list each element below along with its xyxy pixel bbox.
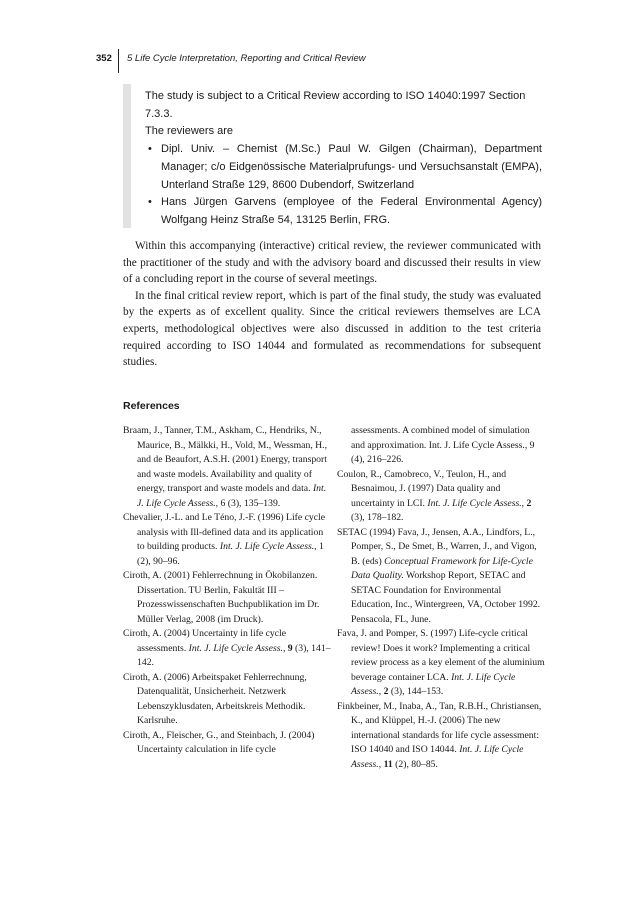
ref-authors: Coulon, R., Camobreco, V., Teulon, H., and Besnaimou, J. (1997) Data quality and uncertainty in LCI. bbox=[337, 468, 507, 509]
ref-tail: (3), 144–153. bbox=[388, 686, 444, 697]
ref-journal: Int. J. Life Cycle Assess. bbox=[427, 497, 522, 509]
ref-volume: 2 bbox=[383, 686, 389, 697]
reference-ciroth-fleischer-continued: assessments. A combined model of simulation and approximation. Int. J. Life Cycle Assess., 9 (4), 216–226. bbox=[351, 425, 535, 465]
body-paragraph: Within this accompanying (interactive) critical review, the reviewer communicated with the practitioner of the study and with the advisory board and discussed their results in view of a concluding report in the course of several meetings. bbox=[123, 240, 541, 286]
reference-fava: Fava, J. and Pomper, S. (1997) Life-cycle critical review! Does it work? Implementing a critical review process as a key element of the aluminium beverage container LCA. Int. J. Life Cycle Assess., 2 (3), 144–153. bbox=[337, 628, 545, 697]
box-body bbox=[145, 88, 542, 230]
ref-tail: (3), 178–182. bbox=[351, 512, 404, 523]
running-header bbox=[96, 49, 526, 73]
ref-authors: Ciroth, A. (2004) Uncertainty in life cycle assessments. bbox=[123, 628, 287, 654]
references-right-column bbox=[337, 424, 545, 772]
reference-coulon: Coulon, R., Camobreco, V., Teulon, H., and Besnaimou, J. (1997) Data quality and uncertainty in LCI. Int. J. Life Cycle Assess., 2 (3), 178–182. bbox=[337, 468, 532, 523]
ref-tail: , 6 (3), 135–139. bbox=[215, 497, 281, 509]
box-side-bar bbox=[123, 84, 131, 228]
page-number: 352 bbox=[96, 53, 112, 64]
ref-journal: Int. J. Life Cycle Assess. bbox=[137, 483, 327, 509]
reference-ciroth-2006: Ciroth, A. (2006) Arbeitspaket Fehlerrechnung, Datenqualität, Unsicherheit. Netzwerk Lebenszyklusdaten, Arbeitskreis Methodik. Karlsruhe. bbox=[123, 671, 307, 726]
reference-chevalier bbox=[123, 511, 331, 569]
ref-volume: 9 bbox=[529, 439, 535, 451]
body-text bbox=[123, 238, 541, 371]
reviewer-item: • Hans Jürgen Garvens (employee of the Federal Environmental Agency) Wolfgang Heinz Straße 54, 13125 Berlin, FRG. bbox=[145, 194, 542, 229]
ref-tail: Workshop Report, SETAC and SETAC Foundation for Environmental Education, Inc., Wintergreen, VA, October 1992. Pensacola, FL, June. bbox=[351, 570, 541, 625]
reference-ciroth-2001: Ciroth, A. (2001) Fehlerrechnung in Ökobilanzen. Dissertation. TU Berlin, Fakultät III – Prozesswissenschaften Buchpublikation im Dr. Müller Verlag, 2008 (im Druck). bbox=[123, 570, 320, 625]
ref-authors: Finkbeiner, M., Inaba, A., Tan, R.B.H., Christiansen, K., and Klüppel, H.-J. (2006) The new international standards for life cycle assessment: ISO 14040 and ISO 14044. bbox=[337, 700, 542, 755]
ref-tail: (2), 80–85. bbox=[392, 758, 438, 770]
box-intro: The study is subject to a Critical Review according to ISO 14040:1997 Section 7.3.3. bbox=[145, 90, 526, 120]
critical-review-box bbox=[123, 84, 544, 228]
chapter-title: 5 Life Cycle Interpretation, Reporting and Critical Review bbox=[127, 53, 366, 64]
ref-authors: SETAC (1994) Fava, J., Jensen, A.A., Lindfors, L., Pomper, S., De Smet, B., Warren, J., and Vigon, B. (eds) bbox=[337, 526, 537, 567]
reference-setac bbox=[337, 526, 545, 628]
ref-text: assessments. A combined model of simulation and approximation. bbox=[351, 425, 530, 451]
reference-ciroth-fleischer: Ciroth, A., Fleischer, G., and Steinbach, J. (2004) Uncertainty calculation in life cycle bbox=[123, 729, 315, 755]
ref-title: Conceptual Framework for Life-Cycle Data Quality. bbox=[351, 555, 533, 581]
reviewer-item: • Dipl. Univ. – Chemist (M.Sc.) Paul W. Gilgen (Chairman), Department Manager; c/o Eidgenössische Materialprufungs- und Versuchsanstalt (EMPA), Unterland Straße 129, 8600 Dubendorf, Switzerland bbox=[145, 141, 542, 194]
ref-authors: Braam, J., Tanner, T.M., Askham, C., Hendriks, N., Maurice, B., Mälkki, H., Vold, M., Wessman, H., and de Beaufort, A.S.H. (2001) Energy, transport and waste models. Availability and quality of energy, transport and waste models and data. bbox=[123, 425, 328, 494]
ref-journal: Int. J. Life Cycle Assess. bbox=[219, 541, 315, 552]
ref-tail: , 1 (2), 90–96. bbox=[137, 541, 324, 567]
references-left-column bbox=[123, 424, 331, 758]
references-heading: References bbox=[123, 400, 180, 412]
ref-journal: Int. J. Life Cycle Assess. bbox=[351, 744, 524, 770]
ref-authors: Chevalier, J.-L. and Le Téno, J.-F. (1996) Life cycle analysis with Ill-defined data and its application to building products. bbox=[123, 512, 326, 552]
reference-finkbeiner: Finkbeiner, M., Inaba, A., Tan, R.B.H., Christiansen, K., and Klüppel, H.-J. (2006) The new international standards for life cycle assessment: ISO 14040 and ISO 14044. Int. J. Life Cycle Assess., 11 (2), 80–85. bbox=[337, 700, 542, 770]
ref-authors: Fava, J. and Pomper, S. (1997) Life-cycle critical review! Does it work? Implementing a critical review process as a key element of the aluminium beverage container LCA. bbox=[337, 628, 545, 683]
reference-ciroth-2004: Ciroth, A. (2004) Uncertainty in life cycle assessments. Int. J. Life Cycle Assess., 9 (3), 141–142. bbox=[123, 628, 331, 668]
box-reviewers-lead: The reviewers are bbox=[145, 125, 234, 138]
ref-volume: 11 bbox=[383, 758, 393, 770]
ref-tail: (3), 141–142. bbox=[137, 642, 331, 668]
header-divider bbox=[118, 49, 119, 73]
ref-volume: 2 bbox=[526, 497, 532, 509]
reviewers-list bbox=[145, 141, 542, 230]
reference-braam bbox=[123, 424, 331, 511]
ref-volume: 9 bbox=[287, 642, 293, 654]
ref-journal: Int. J. Life Cycle Assess. bbox=[351, 671, 516, 697]
body-paragraph: In the final critical review report, which is part of the final study, the study was evaluated by the experts as of excellent quality. Since the critical reviewers themselves are LCA experts, methodological objectives were also discussed in addition to the test criteria required according to ISO 14044 and formulated as recommendations for subsequent studies. bbox=[123, 289, 541, 369]
ref-tail: (4), 216–226. bbox=[351, 454, 404, 465]
ref-journal: Int. J. Life Cycle Assess. bbox=[188, 642, 283, 654]
ref-journal: Int. J. Life Cycle Assess. bbox=[428, 439, 525, 451]
